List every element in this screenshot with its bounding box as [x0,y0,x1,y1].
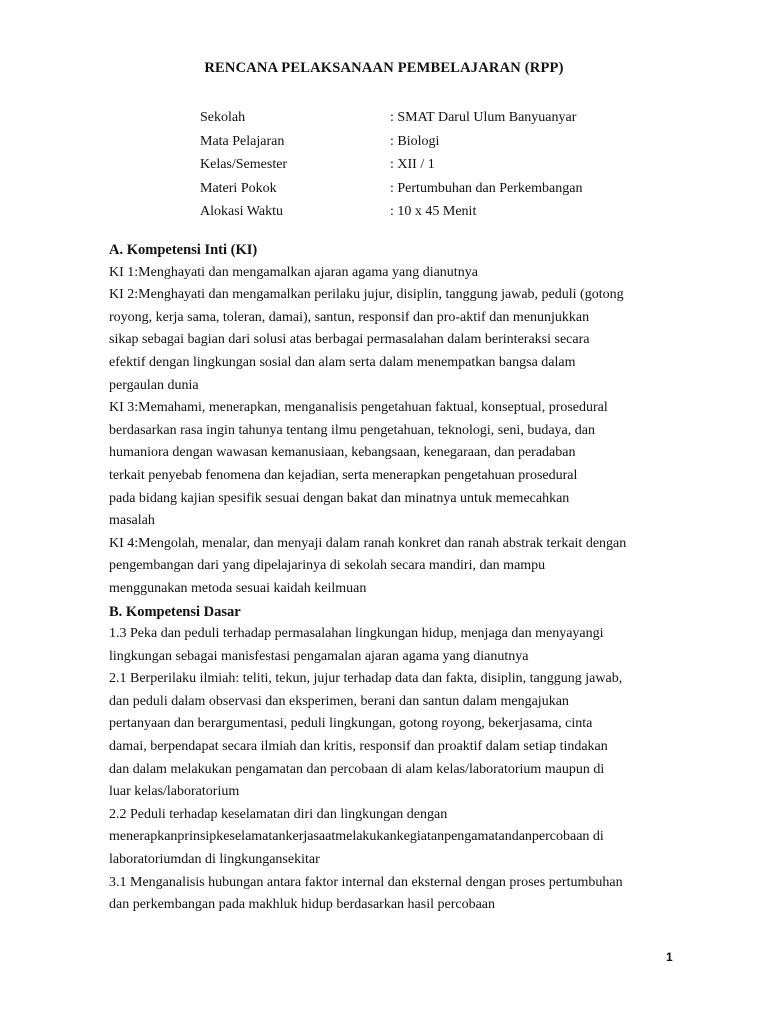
text-line: efektif dengan lingkungan sosial dan alam serta dalam menempatkan bangsa dalam [109,354,576,370]
text-line: humaniora dengan wawasan kemanusiaan, kebangsaan, kenegaraan, dan peradaban [109,445,576,461]
text-line: masalah [109,513,155,529]
info-label: Mata Pelajaran [200,133,285,149]
text-line: 1.3 Peka dan peduli terhadap permasalahan lingkungan hidup, menjaga dan menyayangi [109,626,604,642]
list-item-ki-1 [109,262,709,285]
info-row [200,106,582,130]
text-line: 3.1 Menganalisis hubungan antara faktor internal dan eksternal dengan proses pertumbuhan [109,874,623,890]
text-line: menerapkanprinsipkeselamatankerjasaatmelakukankegiatanpengamatandanpercobaan di [109,829,604,845]
text-line: pengembangan dari yang dipelajarinya di sekolah secara mandiri, dan mampu [109,558,546,574]
text-line: 2.2 Peduli terhadap keselamatan diri dan lingkungan dengan [109,806,448,822]
info-table [200,106,582,224]
text-line: dan perkembangan pada makhluk hidup berdasarkan hasil percobaan [109,897,496,913]
info-label: Materi Pokok [200,180,277,196]
text-line: pertanyaan dan berargumentasi, peduli lingkungan, gotong royong, bekerjasama, cinta [109,716,593,732]
text-line: KI 4:Mengolah, menalar, dan menyaji dalam ranah konkret dan ranah abstrak terkait dengan [109,535,627,551]
list-item-ki-2 [109,284,709,397]
info-value: : XII / 1 [390,157,435,172]
text-line: damai, berpendapat secara ilmiah dan kritis, responsif dan proaktif dalam setiap tindakan [109,739,608,755]
info-row [200,130,582,154]
info-label: Sekolah [200,110,246,125]
list-item-ki-3 [109,397,709,533]
page-number: 1 [666,950,673,964]
list-item-kd-1-3 [109,623,709,668]
text-line: pada bidang kajian spesifik sesuai dengan bakat dan minatnya untuk memecahkan [109,490,570,506]
text-line: menggunakan metoda sesuai kaidah keilmuan [109,580,367,596]
info-row [200,153,582,177]
text-line: berdasarkan rasa ingin tahunya tentang ilmu pengetahuan, teknologi, seni, budaya, dan [109,422,595,438]
text-line: laboratoriumdan di lingkungansekitar [109,852,320,868]
info-label: Kelas/Semester [200,157,288,172]
list-item-kd-3-1 [109,872,709,917]
text-line: pergaulan dunia [109,377,199,393]
text-line: dan dalam melakukan pengamatan dan percobaan di alam kelas/laboratorium maupun di [109,761,605,777]
list-item-ki-4 [109,533,709,601]
text-line: sikap sebagai bagian dari solusi atas berbagai permasalahan dalam berinteraksi secara [109,332,590,348]
text-line: terkait penyebab fenomena dan kejadian, serta menerapkan pengetahuan prosedural [109,467,578,483]
text-line: dan peduli dalam observasi dan eksperimen, berani dan santun dalam mengajukan [109,693,569,709]
info-row [200,177,582,201]
section-title-kompetensi-inti: A. Kompetensi Inti (KI) [109,242,258,258]
text-line: 2.1 Berperilaku ilmiah: teliti, tekun, jujur terhadap data dan fakta, disiplin, tanggung jawab, [109,671,623,687]
text-line: lingkungan sebagai manisfestasi pengamalan ajaran agama yang dianutnya [109,648,529,664]
info-value: : SMAT Darul Ulum Banyuanyar [390,110,577,125]
document-title: RENCANA PELAKSANAAN PEMBELAJARAN (RPP) [204,60,564,76]
info-value: : 10 x 45 Menit [390,204,477,219]
info-value: : Pertumbuhan dan Perkembangan [390,180,583,196]
text-line: luar kelas/laboratorium [109,784,240,800]
info-row [200,200,582,224]
document-body [109,239,709,917]
section-title-kompetensi-dasar: B. Kompetensi Dasar [109,603,241,620]
info-label: Alokasi Waktu [200,204,283,219]
text-line: KI 1:Menghayati dan mengamalkan ajaran agama yang dianutnya [109,264,478,280]
list-item-kd-2-1 [109,668,709,804]
text-line: royong, kerja sama, toleran, damai), santun, responsif dan pro-aktif dan menunjukkan [109,309,590,325]
text-line: KI 3:Memahami, menerapkan, menganalisis pengetahuan faktual, konseptual, prosedural [109,400,608,416]
list-item-kd-2-2 [109,804,709,872]
info-value: : Biologi [390,133,440,149]
text-line: KI 2:Menghayati dan mengamalkan perilaku jujur, disiplin, tanggung jawab, peduli (gotong [109,287,624,303]
